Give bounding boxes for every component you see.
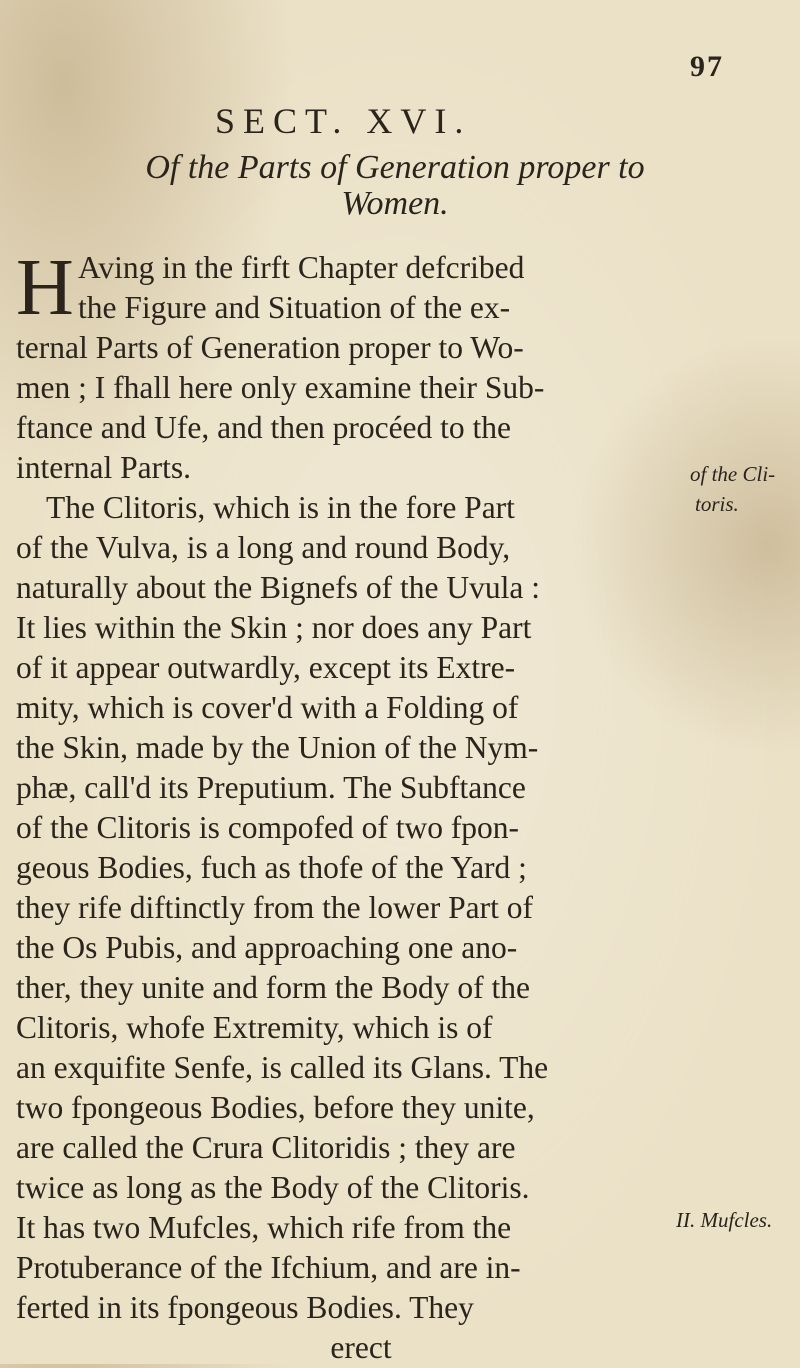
text-line: The Clitoris, which is in the fore Part: [46, 490, 515, 525]
chapter-heading: [45, 150, 745, 222]
text-line: are called the Crura Clitoridis ; they are: [16, 1130, 516, 1165]
text-line: two fpongeous Bodies, before they unite,: [16, 1090, 535, 1125]
text-line: the Skin, made by the Union of the Nym-: [16, 730, 539, 765]
text-line: naturally about the Bignefs of the Uvula :: [16, 570, 540, 605]
section-title: SECT. XVI.: [215, 101, 472, 141]
text-line: of the Vulva, is a long and round Body,: [16, 530, 511, 565]
text-line: mity, which is cover'd with a Folding of: [16, 690, 519, 725]
text-line: Clitoris, whofe Extremity, which is of: [16, 1010, 493, 1045]
text-line: internal Parts.: [16, 450, 191, 485]
chapter-heading-line-1: Of the Parts of Generation proper to: [145, 149, 645, 186]
text-line: they rife diftinctly from the lower Part of: [16, 890, 533, 925]
text-line: ther, they unite and form the Body of the: [16, 970, 530, 1005]
text-line: Protuberance of the Ifchium, and are in-: [16, 1250, 521, 1285]
margin-note-clitoris: of the Cli-: [690, 462, 776, 486]
drop-cap: H: [16, 244, 74, 332]
text-line: ftance and Ufe, and then procéed to the: [16, 410, 512, 445]
catchword: erect: [330, 1330, 392, 1365]
text-line: of it appear outwardly, except its Extre-: [16, 650, 516, 685]
text-line: ternal Parts of Generation proper to Wo-: [16, 330, 524, 365]
text-line: phæ, call'd its Preputium. The Subftance: [16, 770, 526, 805]
text-line: ferted in its fpongeous Bodies. They: [16, 1290, 474, 1325]
text-line: of the Clitoris is compofed of two fpon-: [16, 810, 520, 845]
margin-note-muscles: II. Mufcles.: [676, 1208, 773, 1232]
text-line: men ; I fhall here only examine their Sub-: [16, 370, 545, 405]
text-line: It has two Mufcles, which rife from the: [16, 1210, 512, 1245]
body-text: [16, 244, 706, 1368]
text-line: geous Bodies, fuch as thofe of the Yard ;: [16, 850, 527, 885]
text-line: an exquifite Senfe, is called its Glans. The: [16, 1050, 549, 1085]
chapter-heading-line-2: Women.: [341, 185, 449, 222]
text-line: the Os Pubis, and approaching one ano-: [16, 930, 518, 965]
text-line: It lies within the Skin ; nor does any Part: [16, 610, 532, 645]
text-line: twice as long as the Body of the Clitoris.: [16, 1170, 530, 1205]
text-line: Aving in the firft Chapter defcribed: [78, 250, 525, 285]
text-line: the Figure and Situation of the ex-: [78, 290, 511, 325]
margin-note-clitoris-2: toris.: [695, 492, 739, 516]
page-number: 97: [690, 50, 724, 83]
